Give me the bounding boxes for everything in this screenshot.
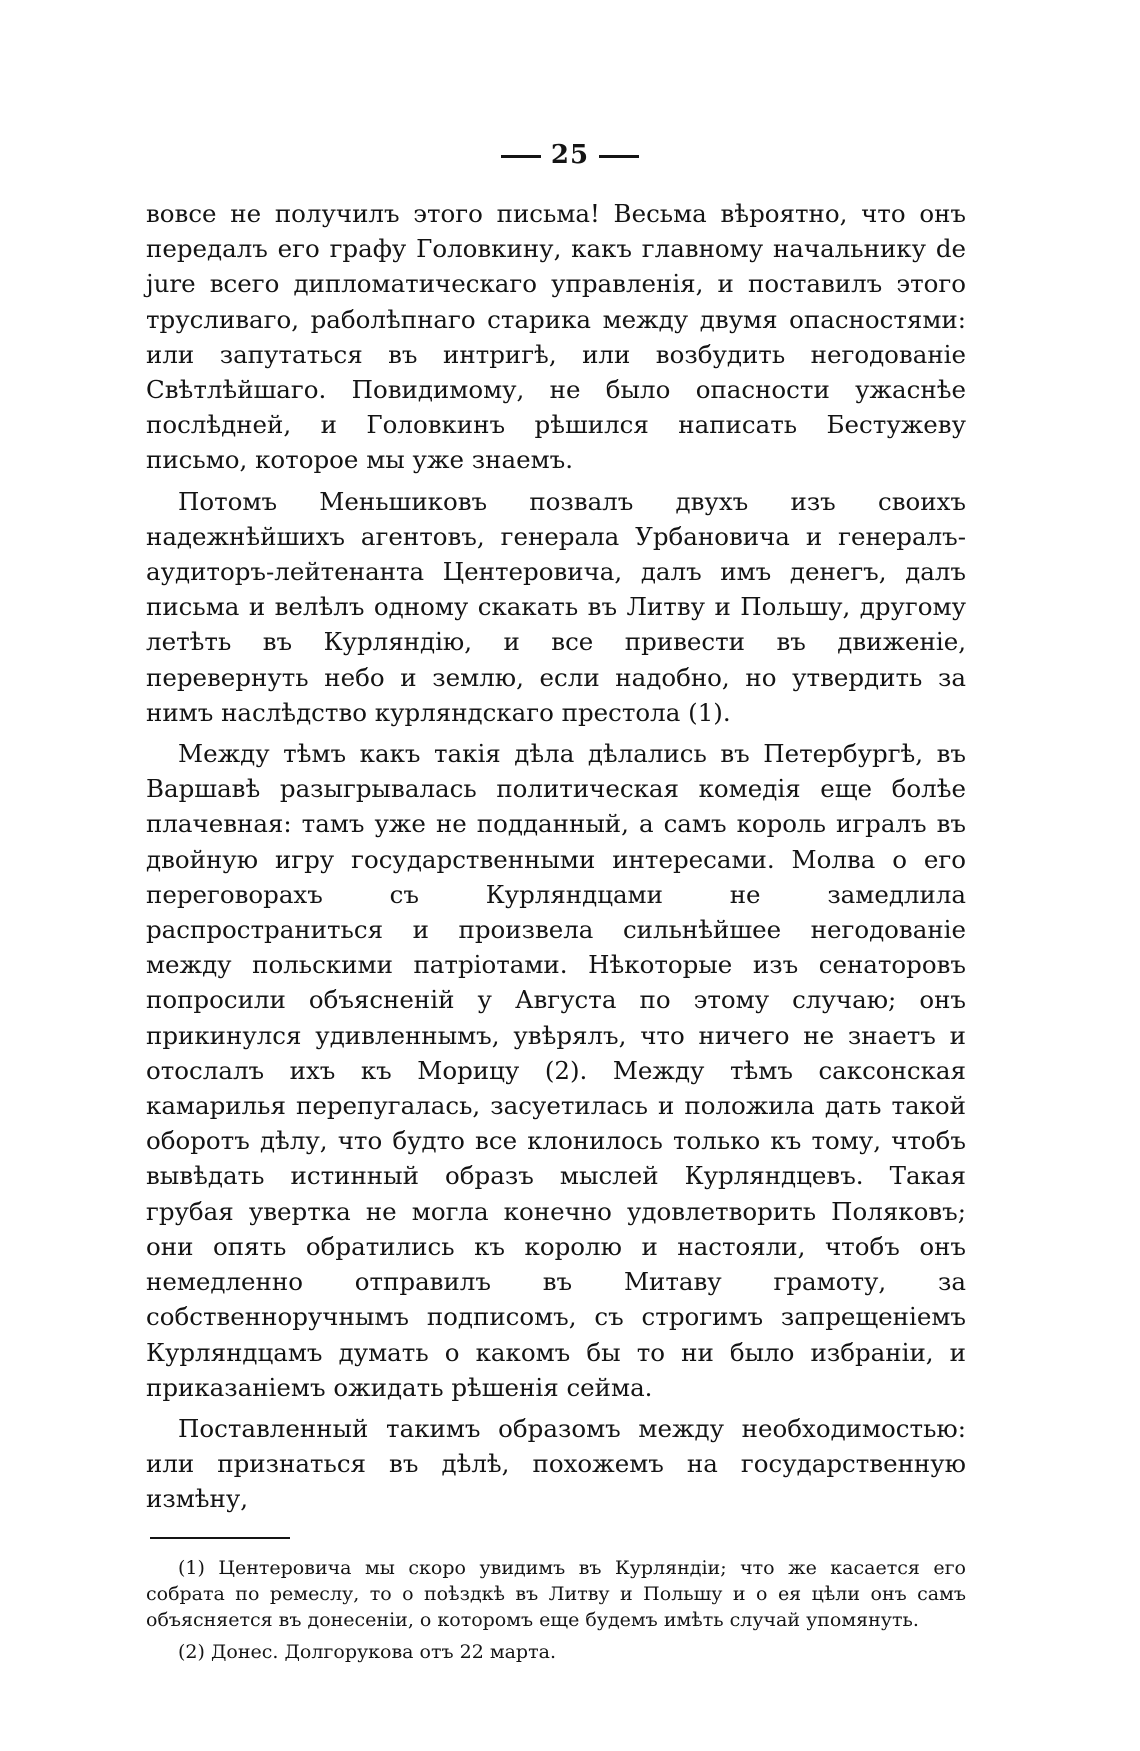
footnote-1: (1) Центеровича мы скоро увидимъ въ Курляндіи; что же касается его собрата по ремеслу, то о поѣздкѣ въ Литву и Польшу и о ея цѣли онъ самъ объясняется въ донесеніи, о которомъ еще будемъ имѣть случай упомянуть.	[146, 1557, 966, 1631]
page-number-header	[0, 140, 1140, 170]
paragraph-3: Между тѣмъ какъ такія дѣла дѣлались въ Петербургѣ, въ Варшавѣ разыгрывалась политическая комедія еще болѣе плачевная: тамъ уже не подданный, а самъ король игралъ въ двойную игру государственными интересами. Молва о его переговорахъ съ Курляндцами не замедлила распространиться и произвела сильнѣйшее негодованіе между польскими патріотами. Нѣкоторые изъ сенаторовъ попросили объясненій у Августа по этому случаю; онъ прикинулся удивленнымъ, увѣрялъ, что ничего не знаетъ и отослалъ ихъ къ Морицу (2). Между тѣмъ саксонская камарилья перепугалась, засуетилась и положила дать такой оборотъ дѣлу, что будто все клонилось только къ тому, чтобъ вывѣдать истинный образъ мыслей Курляндцевъ. Такая грубая увертка не могла конечно удовлетворить Поляковъ; они опять обратились къ королю и настояли, чтобъ онъ немедленно отправилъ въ Митаву грамоту, за собственноручнымъ подписомъ, съ строгимъ запрещеніемъ Курляндцамъ думать о какомъ бы то ни было избраніи, и приказаніемъ ожидать рѣшенія сейма.	[146, 739, 966, 1402]
footnote-divider	[150, 1537, 290, 1539]
paragraph-2: Потомъ Меньшиковъ позвалъ двухъ изъ своихъ надежнѣйшихъ агентовъ, генерала Урбановича и генералъ-аудиторъ-лейтенанта Центеровича, далъ имъ денегъ, далъ письма и велѣлъ одному скакать въ Литву и Польшу, другому летѣть въ Курляндію, и все привести въ движеніе, перевернуть небо и землю, если надобно, но утвердить за нимъ наслѣдство курляндскаго престола (1).	[146, 486, 966, 727]
left-dash-ornament	[501, 155, 541, 158]
page-number: 25	[550, 140, 590, 170]
footnote-2: (2) Донес. Долгорукова отъ 22 марта.	[178, 1641, 556, 1664]
footnotes	[146, 1556, 966, 1673]
right-dash-ornament	[599, 155, 639, 158]
main-text	[146, 196, 966, 1517]
paragraph-4: Поставленный такимъ образомъ между необходимостью: или признаться въ дѣлѣ, похожемъ на государственную измѣну,	[146, 1413, 966, 1514]
paragraph-1: вовсе не получилъ этого письма! Весьма вѣроятно, что онъ передалъ его графу Головкину, какъ главному начальнику de jure всего дипломатическаго управленія, и поставилъ этого трусливаго, раболѣпнаго старика между двумя опасностями: или запутаться въ интригѣ, или возбудить негодованіе Свѣтлѣйшаго. Повидимому, не было опасности ужаснѣе послѣдней, и Головкинъ рѣшился написать Бестужеву письмо, которое мы уже знаемъ.	[146, 199, 966, 475]
